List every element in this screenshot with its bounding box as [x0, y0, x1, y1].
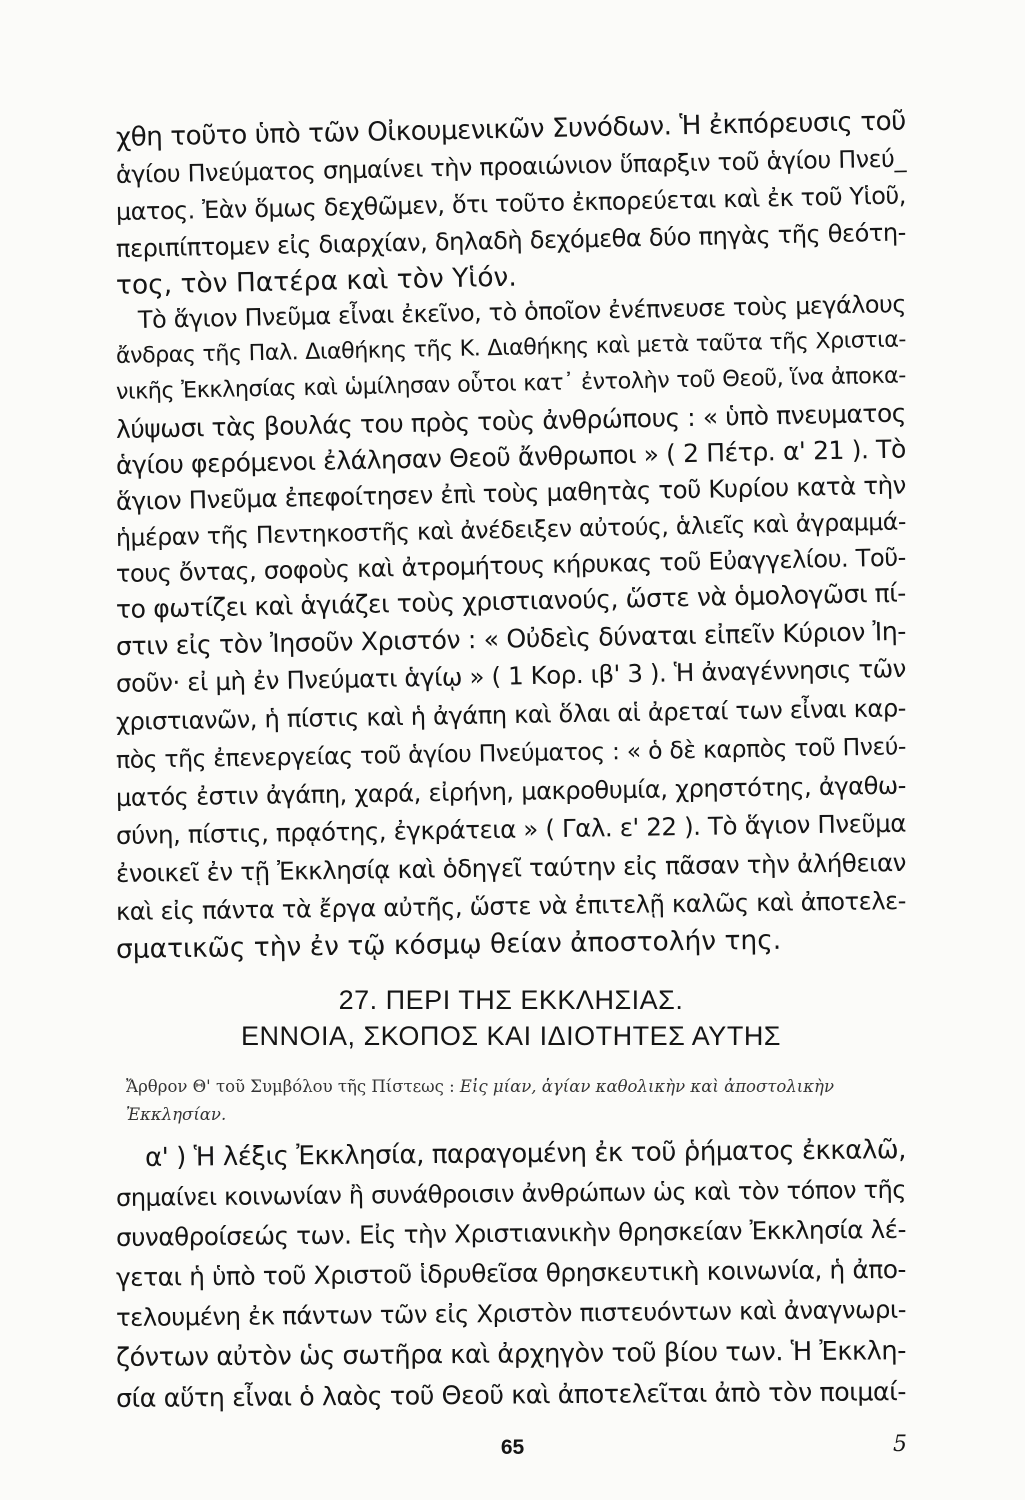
body-line: στιν εἰς τὸν Ἰησοῦν Χριστόν : « Οὐδεὶς δύναται εἰπεῖν Κύριον Ἰη-: [115, 616, 907, 661]
creed-article-label: Ἄρθρον Θ' τοῦ Συμβόλου τῆς Πίστεως :: [126, 1077, 455, 1096]
creed-quotation: [126, 1073, 906, 1129]
page-number: 65: [500, 1436, 525, 1459]
body-line: σύνη, πίστις, πρᾳότης, ἐγκράτεια » ( Γαλ. ε' 22 ). Τὸ ἅγιον Πνεῦμα: [115, 808, 907, 850]
body-line: ἐνοικεῖ ἐν τῇ Ἐκκλησίᾳ καὶ ὁδηγεῖ ταύτην εἰς πᾶσαν τὴν ἀλήθειαν: [115, 847, 907, 888]
body-line: χθη τοῦτο ὑπὸ τῶν Οἰκουμενικῶν Συνόδων. Ἡ ἐκπόρευσις τοῦ: [115, 106, 907, 153]
body-line: το φωτίζει καὶ ἁγιάζει τοὺς χριστιανούς, ὥστε νὰ ὁμολογῶσι πί-: [115, 578, 907, 624]
body-line: ἅγιον Πνεῦμα ἐπεφοίτησεν ἐπὶ τοὺς μαθητὰς τοῦ Κυρίου κατὰ τὴν: [115, 470, 907, 516]
signature-mark: 5: [893, 1432, 907, 1457]
body-line: ἁγίου Πνεύματος σημαίνει τὴν προαιώνιον ὕπαρξιν τοῦ ἁγίου Πνεύ_: [115, 144, 907, 189]
body-line: ματος. Ἐὰν ὅμως δεχθῶμεν, ὅτι τοῦτο ἐκπορεύεται καὶ ἐκ τοῦ Υἱοῦ,: [115, 181, 907, 226]
section-line: σία αὕτη εἶναι ὁ λαὸς τοῦ Θεοῦ καὶ ἀποτελεῖται ἀπὸ τὸν ποιμαί-: [115, 1376, 907, 1413]
section-line: σημαίνει κοινωνίαν ἢ συνάθροισιν ἀνθρώπων ὡς καὶ τὸν τόπον τῆς: [115, 1175, 907, 1212]
body-line: λύψωσι τὰς βουλάς του πρὸς τοὺς ἀνθρώπους : « ὑπὸ πνευματος: [115, 398, 907, 444]
body-line: σοῦν· εἰ μὴ ἐν Πνεύματι ἁγίῳ » ( 1 Κορ. ιβ' 3 ). Ἡ ἀναγέννησις τῶν: [115, 653, 907, 698]
section-line: γεται ἡ ὑπὸ τοῦ Χριστοῦ ἱδρυθεῖσα θρησκευτικὴ κοινωνία, ἡ ἀπο-: [115, 1254, 907, 1292]
section-line: τελουμένη ἐκ πάντων τῶν εἰς Χριστὸν πιστευόντων καὶ ἀναγνωρι-: [115, 1294, 907, 1332]
body-line: Τὸ ἅγιον Πνεῦμα εἶναι ἐκεῖνο, τὸ ὁποῖον ἐνέπνευσε τοὺς μεγάλους: [137, 289, 907, 334]
creed-article-text: Εἰς μίαν, ἁγίαν καθολικὴν καὶ ἀποστολικὴν Ἐκκλησίαν.: [126, 1077, 834, 1124]
body-line: τος, τὸν Πατέρα καὶ τὸν Υἱόν.: [115, 261, 518, 301]
section-heading-line1: 27. ΠΕΡΙ ΤΗΣ ΕΚΚΛΗΣΙΑΣ.: [338, 985, 684, 1015]
body-line: χριστιανῶν, ἡ πίστις καὶ ἡ ἀγάπη καὶ ὅλαι αἱ ἀρεταί των εἶναι καρ-: [115, 694, 907, 736]
section-line: συναθροίσεώς των. Εἰς τὴν Χριστιανικὴν θρησκείαν Ἐκκλησία λέ-: [115, 1214, 907, 1252]
body-line: ἡμέραν τῆς Πεντηκοστῆς καὶ ἀνέδειξεν αὐτούς, ἁλιεῖς καὶ ἀγραμμά-: [115, 507, 907, 552]
body-line: νικῆς Ἐκκλησίας καὶ ὡμίλησαν οὗτοι κατ᾽ ἐντολὴν τοῦ Θεοῦ, ἵνα ἀποκα-: [115, 362, 907, 405]
body-line: ἁγίου φερόμενοι ἐλάλησαν Θεοῦ ἄνθρωποι » ( 2 Πέτρ. α' 21 ). Τὸ: [115, 434, 907, 480]
body-line: σματικῶς τὴν ἐν τῷ κόσμῳ θείαν ἀποστολήν της.: [115, 924, 782, 965]
body-line: ματός ἐστιν ἀγάπη, χαρά, εἰρήνη, μακροθυμία, χρηστότης, ἀγαθω-: [115, 771, 907, 812]
section-line: ζόντων αὐτὸν ὡς σωτῆρα καὶ ἀρχηγὸν τοῦ βίου των. Ἡ Ἐκκλη-: [115, 1336, 907, 1373]
section-line: α' ) Ἡ λέξις Ἐκκλησία, παραγομένη ἐκ τοῦ ῥήματος ἐκκαλῶ,: [144, 1135, 907, 1173]
body-line: ἄνδρας τῆς Παλ. Διαθήκης τῆς Κ. Διαθήκης καὶ μετὰ ταῦτα τῆς Χριστια-: [115, 326, 907, 369]
section-heading-line2: ΕΝΝΟΙΑ, ΣΚΟΠΟΣ ΚΑΙ ΙΔΙΟΤΗΤΕΣ ΑΥΤΗΣ: [240, 1021, 782, 1051]
body-line: περιπίπτομεν εἰς διαρχίαν, δηλαδὴ δεχόμεθα δύο πηγὰς τῆς θεότη-: [115, 218, 907, 263]
body-line: καὶ εἰς πάντα τὰ ἔργα αὐτῆς, ὥστε νὰ ἐπιτελῇ καλῶς καὶ ἀποτελε-: [115, 885, 907, 926]
body-line: πὸς τῆς ἐπενεργείας τοῦ ἁγίου Πνεύματος : « ὁ δὲ καρπὸς τοῦ Πνεύ-: [115, 732, 907, 774]
body-line: τους ὄντας, σοφοὺς καὶ ἀτρομήτους κήρυκας τοῦ Εὐαγγελίου. Τοῦ-: [115, 543, 907, 588]
